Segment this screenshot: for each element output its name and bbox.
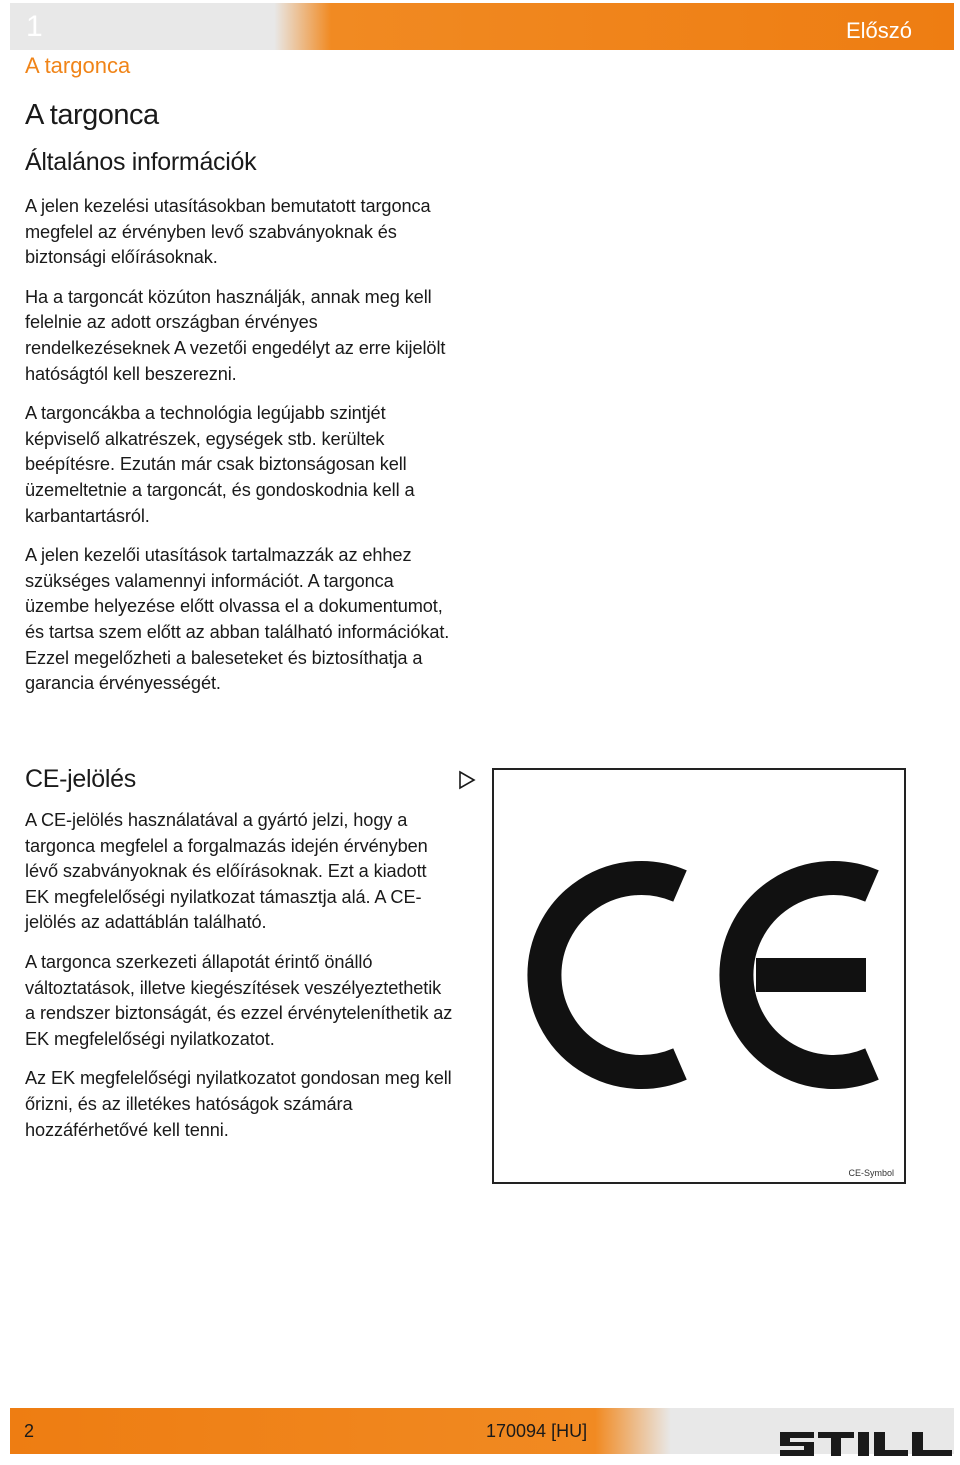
ce-text — [25, 808, 455, 1157]
running-title: A targonca — [25, 53, 131, 78]
page-header — [10, 3, 954, 50]
document-code: 170094 [HU] — [486, 1421, 588, 1441]
ce-symbol-figure — [492, 768, 906, 1184]
paragraph: A targonca szerkezeti állapotát érintő önálló változtatások, illetve kiegészítések veszélyeztethetik a rendszer biztonságát, és ezzel érvényteleníthetik az EK megfelelőségi nyilatkozatot. — [25, 951, 453, 1049]
general-info-text — [25, 194, 455, 711]
paragraph: A jelen kezelési utasításokban bemutatott targonca megfelel az érvényben levő szabványoknak és biztonsági előírásoknak. — [25, 196, 431, 268]
paragraph: Az EK megfelelőségi nyilatkozatot gondosan meg kell őrizni, és az illetékes hatóságok számára hozzáférhetővé kell tenni. — [25, 1068, 452, 1140]
chapter-number: 1 — [26, 10, 43, 43]
section-subtitle: Általános információk — [25, 148, 257, 176]
paragraph: Ha a targoncát közúton használják, annak meg kell felelnie az adott országban érvényes rendelkezéseknek A vezetői engedélyt az erre kijelölt hatóságtól kell beszerezni. — [25, 286, 446, 384]
ce-heading: CE-jelölés — [25, 765, 136, 793]
paragraph: A targoncákba a technológia legújabb szintjét képviselő alkatrészek, egységek stb. kerültek beépítésre. Ezután már csak biztonságosan kell üzemeltetnie a targoncát, és gondoskodnia kell a karbantartásról. — [25, 403, 415, 526]
figure-reference-arrow-icon — [458, 770, 476, 790]
still-logo-icon — [778, 1428, 954, 1460]
section-name: Előszó — [845, 18, 912, 43]
paragraph: A jelen kezelői utasítások tartalmazzák az ehhez szükséges valamennyi információt. A targonca üzembe helyezése előtt olvassa el a dokumentumot, és tartsa szem előtt az abban található információkat. Ezzel megelőzheti a baleseteket és biztosíthatja a garancia érvényességét. — [25, 545, 450, 694]
figure-caption: CE-Symbol — [848, 1168, 894, 1178]
page-title: A targonca — [25, 99, 159, 131]
ce-mark-icon — [494, 770, 904, 1182]
paragraph: A CE-jelölés használatával a gyártó jelzi, hogy a targonca megfelel a forgalmazás idején érvényben lévő szabványoknak és előírásoknak. Ezt a kiadott EK megfelelőségi nyilatkozat támasztja alá. A CE-jelölés az adattáblán található. — [25, 810, 428, 933]
page-number: 2 — [24, 1421, 35, 1441]
